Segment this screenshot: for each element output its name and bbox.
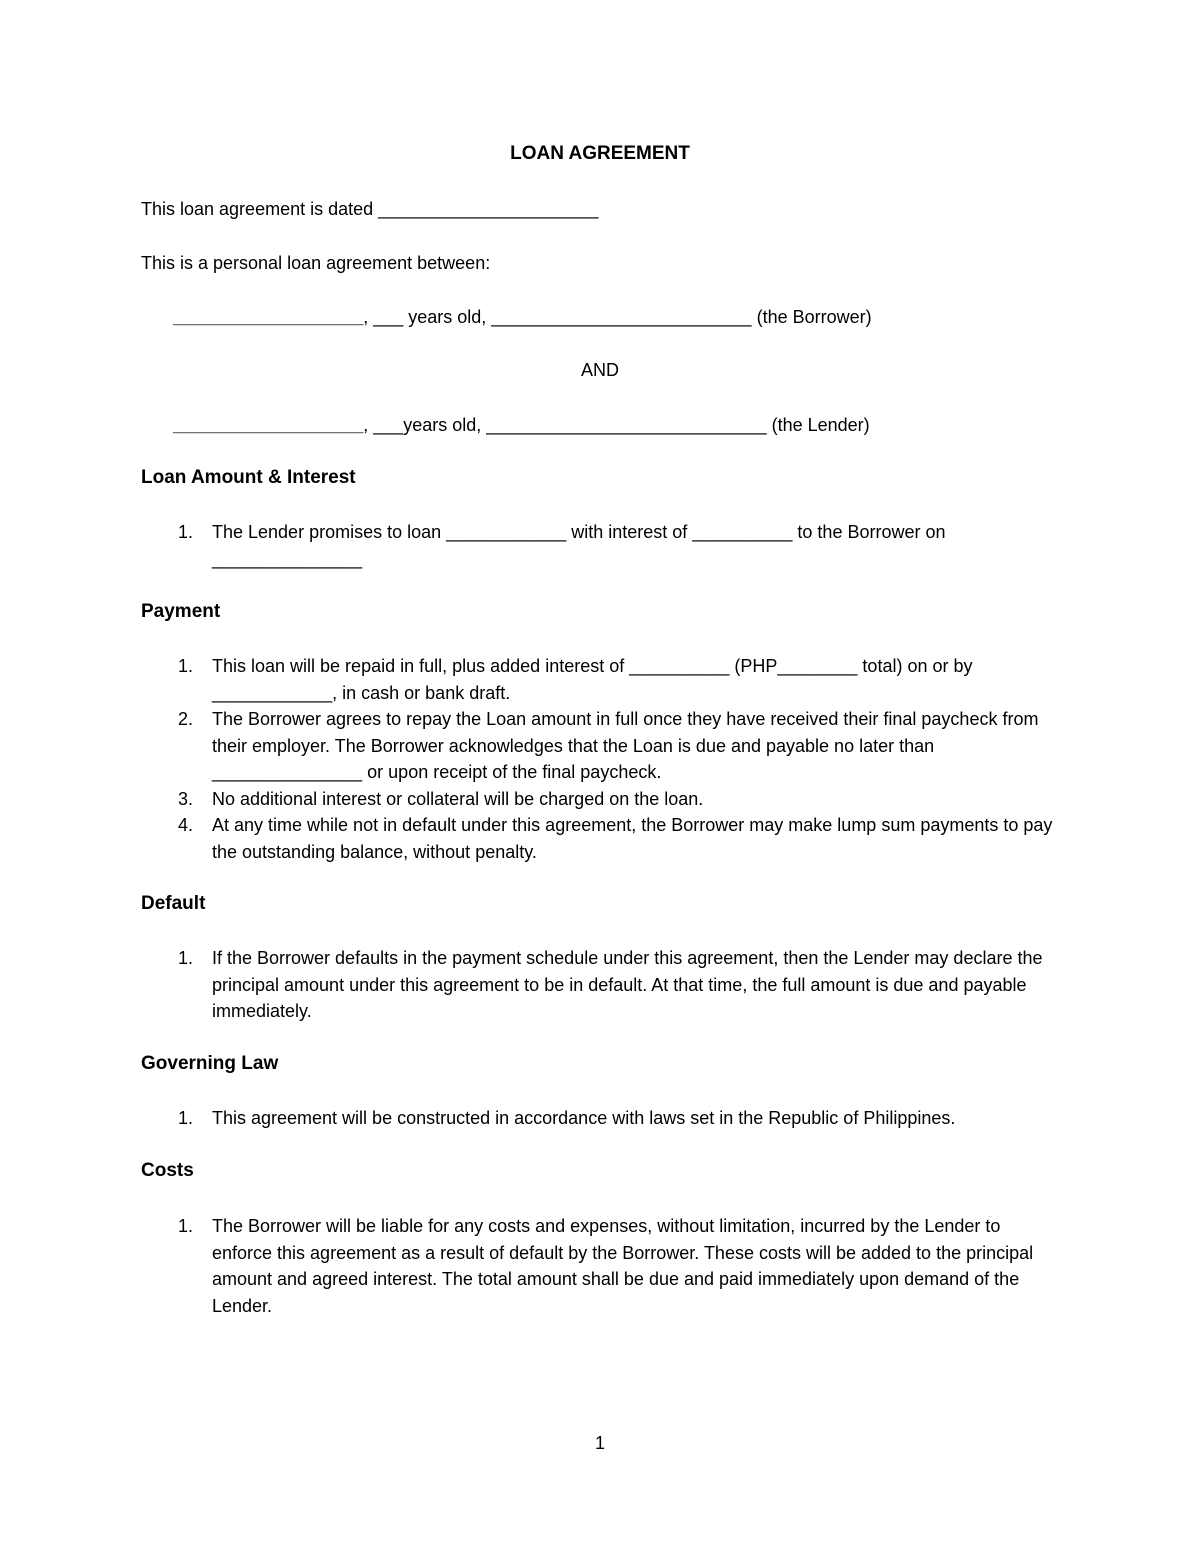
- between-line: This is a personal loan agreement between:: [141, 253, 491, 273]
- governing-law-list: [141, 1105, 1061, 1132]
- list-item: [141, 1213, 1061, 1319]
- list-item: [141, 812, 1061, 865]
- section-heading-governing-law: Governing Law: [141, 1053, 279, 1074]
- borrower-line: [173, 307, 872, 328]
- list-item-number: 3.: [178, 788, 194, 809]
- list-item: [141, 1105, 1061, 1132]
- list-item-text: The Lender promises to loan ____________ with interest of __________ to the Borrower on _______________: [212, 522, 946, 569]
- list-item: [141, 706, 1061, 786]
- list-item-number: 1.: [178, 656, 194, 676]
- page-number: 1: [594, 1433, 605, 1453]
- default-list: [141, 945, 1061, 1025]
- list-item: [141, 786, 1061, 813]
- section-heading-default: Default: [141, 893, 206, 914]
- list-item-number: 1.: [178, 1108, 194, 1128]
- section-heading-loan-amount: Loan Amount & Interest: [141, 467, 356, 488]
- list-item: [141, 519, 1061, 572]
- list-item-text: This loan will be repaid in full, plus added interest of __________ (PHP________ total) on or by ____________, in cash or bank draft.: [212, 656, 973, 703]
- lender-line: [173, 415, 870, 436]
- list-item-text: At any time while not in default under this agreement, the Borrower may make lump sum payments to pay the outstanding balance, without penalty.: [212, 815, 1053, 862]
- borrower-name-blank: ___________________: [173, 307, 364, 327]
- list-item-text: The Borrower will be liable for any costs and expenses, without limitation, incurred by the Lender to enforce this agreement as a result of default by the Borrower. These costs will be added to the principal amount and agreed interest. The total amount shall be due and paid immediately upon demand of the Lender.: [212, 1216, 1034, 1316]
- list-item-number: 2.: [178, 709, 194, 729]
- list-item-text: If the Borrower defaults in the payment schedule under this agreement, then the Lender may declare the principal amount under this agreement to be in default. At that time, the full amount is due and payable immediately.: [212, 948, 1043, 1021]
- document-title: LOAN AGREEMENT: [510, 143, 690, 164]
- list-item-number: 1.: [178, 1216, 194, 1236]
- borrower-details: , ___ years old, __________________________ (the Borrower): [363, 307, 872, 327]
- section-heading-costs: Costs: [141, 1160, 194, 1181]
- lender-name-blank: ___________________: [173, 415, 364, 435]
- loan-amount-list: [141, 519, 1061, 572]
- list-item-number: 4.: [178, 815, 194, 835]
- lender-details: , ___years old, ____________________________ (the Lender): [363, 415, 870, 435]
- list-item: [141, 945, 1061, 1025]
- dated-line: This loan agreement is dated ______________________: [141, 199, 599, 219]
- list-item-number: 1.: [178, 948, 194, 968]
- list-item-text: No additional interest or collateral will be charged on the loan.: [212, 788, 704, 809]
- list-item: [141, 653, 1061, 706]
- payment-list: [141, 653, 1061, 865]
- list-item-number: 1.: [178, 522, 194, 542]
- costs-list: [141, 1213, 1061, 1319]
- and-separator: AND: [580, 360, 619, 380]
- section-heading-payment: Payment: [141, 601, 221, 622]
- list-item-text: The Borrower agrees to repay the Loan amount in full once they have received their final paycheck from their employer. The Borrower acknowledges that the Loan is due and payable no later than _______________ or upon receipt of the final paycheck.: [212, 709, 1039, 782]
- list-item-text: This agreement will be constructed in accordance with laws set in the Republic of Philippines.: [212, 1108, 956, 1128]
